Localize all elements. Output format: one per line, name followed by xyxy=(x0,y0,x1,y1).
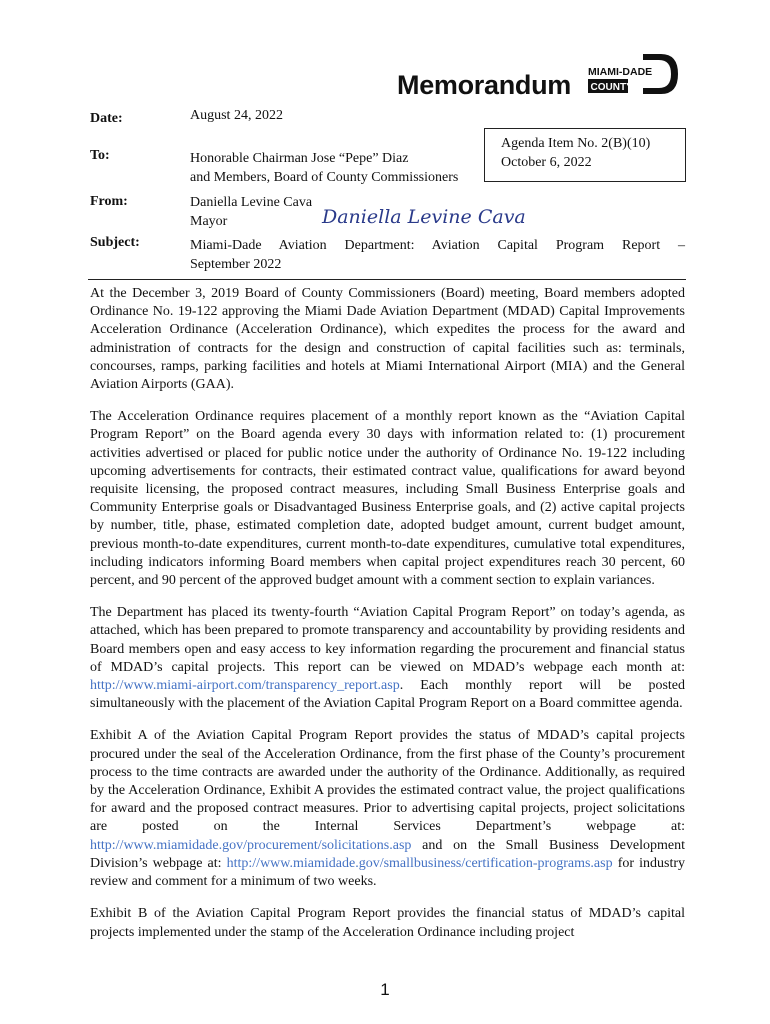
small-business-certification-link[interactable]: http://www.miamidade.gov/smallbusiness/certification-programs.asp xyxy=(226,855,613,871)
agenda-date: October 6, 2022 xyxy=(501,155,592,170)
from-label: From: xyxy=(90,194,128,209)
subject-label: Subject: xyxy=(90,235,140,250)
paragraph-3-text-a: The Department has placed its twenty-fourth “Aviation Capital Program Report” on today’s agenda, as attached, which has been prepared to promote transparency and accountability by providing residents and Board members open and easy access to key information regarding the procurement and financial status of MDAD’s capital projects. This report can be viewed on MDAD’s webpage each month at: xyxy=(90,605,685,675)
from-sender xyxy=(190,193,312,231)
transparency-report-link[interactable]: http://www.miami-airport.com/transparency_report.asp xyxy=(90,678,400,694)
to-line-2: and Members, Board of County Commissioners xyxy=(190,170,459,185)
paragraph-4-text-a: Exhibit A of the Aviation Capital Program Report provides the status of MDAD’s capital projects procured under the seal of the Acceleration Ordinance, from the first phase of the County’s procurement process to the time contracts are awarded under the authority of the Ordinance. Additionally, as required by the Acceleration Ordinance, Exhibit A provides the estimated contract value, the project qualifications for award and the proposed contract measures. Prior to advertising capital projects, project solicitations are posted on the Internal Services Department’s webpage at: xyxy=(90,728,685,835)
header-divider xyxy=(88,279,686,280)
date-label: Date: xyxy=(90,111,123,126)
to-label: To: xyxy=(90,148,110,163)
agenda-item-number: Agenda Item No. 2(B)(10) xyxy=(501,136,651,151)
subject-line-2: September 2022 xyxy=(190,257,282,272)
page-number: 1 xyxy=(380,980,390,999)
paragraph-3 xyxy=(90,604,685,713)
paragraph-4-text-b: and on the Small Business Development Division’s webpage at: xyxy=(90,837,685,871)
subject-line-1: Miami-Dade Aviation Department: Aviation Capital Program Report – xyxy=(190,238,685,253)
date-value: August 24, 2022 xyxy=(190,108,283,123)
logo-top-text: MIAMI-DADE xyxy=(588,66,653,78)
signature xyxy=(320,195,526,235)
paragraph-4 xyxy=(90,727,685,891)
paragraph-4-text-c: for industry review and comment for a minimum of two weeks. xyxy=(90,855,686,890)
from-line-1: Daniella Levine Cava xyxy=(190,195,313,210)
to-line-1: Honorable Chairman Jose “Pepe” Diaz xyxy=(190,151,409,166)
agenda-item-box xyxy=(484,128,686,182)
paragraph-3-text-b: . Each monthly report will be posted simultaneously with the placement of the Aviation Capital Program Report on a Board committee agenda. xyxy=(90,678,685,712)
memo-body xyxy=(90,285,685,956)
paragraph-5: Exhibit B of the Aviation Capital Program Report provides the financial status of MDAD’s capital projects implemented under the stamp of the Acceleration Ordinance including project xyxy=(90,906,685,940)
procurement-solicitations-link[interactable]: http://www.miamidade.gov/procurement/solicitations.asp xyxy=(90,837,412,853)
signature-text: Daniella Levine Cava xyxy=(322,206,526,228)
from-line-2: Mayor xyxy=(190,214,228,229)
miami-dade-county-logo xyxy=(587,52,679,100)
to-recipient xyxy=(190,149,458,187)
subject-text xyxy=(190,236,685,274)
memo-title: Memorandum xyxy=(397,70,572,100)
paragraph-2: The Acceleration Ordinance requires placement of a monthly report known as the “Aviation Capital Program Report” on the Board agenda every 30 days with information related to: (1) procurement activities advertised or placed for public notice under the authority of Ordinance No. 19-122 including upcoming advertisements for contracts, their estimated contract value, qualifications for award beyond requisite licensing, the proposed contract measures, including Small Business Enterprise goals and Community Enterprise goals or Disadvantaged Business Enterprise goals, and (2) active capital projects by number, title, phase, estimated completion date, adopted budget amount, current budget amount, previous month-to-date expenditures, current month-to-date expenditures, cumulative total expenditures, including indicators informing Board members when capital project expenditures reach 30 percent, 60 percent, and 90 percent of the approved budget amount with a comment section to explain variances. xyxy=(90,409,685,589)
paragraph-1: At the December 3, 2019 Board of County Commissioners (Board) meeting, Board members adopted Ordinance No. 19-122 approving the Miami Dade Aviation Department (MDAD) Capital Improvements Acceleration Ordinance (Acceleration Ordinance), which expedites the process for the award and administration of contracts for the design and construction of capital facilities such as: terminals, concourses, ramps, parking facilities and hotels at Miami International Airport (MIA) and the General Aviation Airports (GAA). xyxy=(90,286,685,393)
logo-bottom-text: COUNTY xyxy=(590,82,633,93)
